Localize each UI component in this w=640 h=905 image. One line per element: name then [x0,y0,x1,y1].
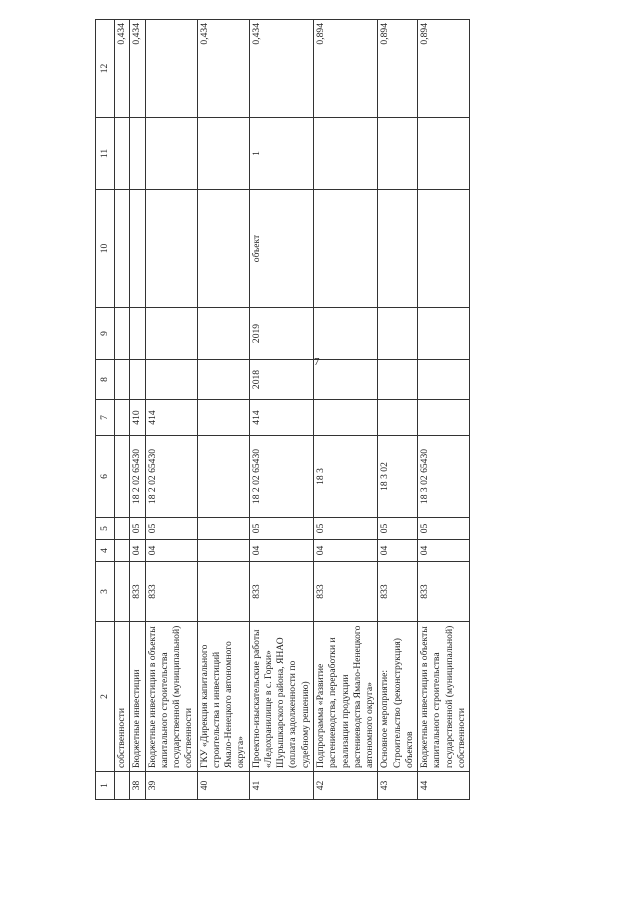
code-5-cell: 05 [378,518,418,540]
table-row [130,20,145,800]
column-header: 8 [96,360,115,400]
code-5-cell: 05 [313,518,377,540]
amount-cell: 0,894 [313,20,377,118]
column-header: 2 [96,622,115,772]
code-3-cell: 833 [313,562,377,622]
quantity-cell [197,118,249,190]
year-end-cell: 2019 [249,308,313,360]
code-4-cell: 04 [145,540,197,562]
code-3-cell: 833 [130,562,145,622]
column-header: 12 [96,20,115,118]
row-name-cell: Подпрограмма «Развитие растениеводства, переработки и реализации продукции растениеводства Ямало-Ненецкого автономного округа» [313,622,377,772]
code-6-cell: 18 3 02 65430 [418,436,470,518]
column-header: 1 [96,772,115,800]
year-start-cell [145,360,197,400]
table-row [378,20,418,800]
code-4-cell: 04 [249,540,313,562]
quantity-cell [313,118,377,190]
code-5-cell: 05 [418,518,470,540]
budget-table [95,19,470,800]
unit-cell [197,190,249,308]
year-end-cell [418,308,470,360]
code-5-cell: 05 [249,518,313,540]
code-4-cell: 04 [378,540,418,562]
year-end-cell [197,308,249,360]
quantity-cell [418,118,470,190]
row-name-cell: Бюджетные инвестиции [130,622,145,772]
amount-cell: 0,434 [197,20,249,118]
code-3-cell: 833 [249,562,313,622]
code-7-cell: 410 [130,400,145,436]
quantity-cell [378,118,418,190]
code-4-cell: 04 [418,540,470,562]
quantity-cell: 1 [249,118,313,190]
unit-cell [130,190,145,308]
code-7-cell [378,400,418,436]
year-start-cell [130,360,145,400]
row-number-cell: 38 [130,772,145,800]
row-number-cell: 40 [197,772,249,800]
unit-cell [313,190,377,308]
code-6-cell: 18 2 02 65430 [249,436,313,518]
code-7-cell [115,400,130,436]
code-7-cell: 414 [145,400,197,436]
table-row [418,20,470,800]
column-header: 9 [96,308,115,360]
amount-cell: 0,894 [418,20,470,118]
year-end-cell [378,308,418,360]
year-start-cell [115,360,130,400]
code-6-cell: 18 2 02 65430 [145,436,197,518]
table-body [115,20,470,800]
column-header: 5 [96,518,115,540]
amount-cell: 0,894 [378,20,418,118]
page-number: 7 [314,356,320,368]
year-start-cell [418,360,470,400]
code-4-cell: 04 [130,540,145,562]
row-name-cell: Основное мероприятие: Строительство (реконструкция) объектов [378,622,418,772]
column-header: 10 [96,190,115,308]
unit-cell [115,190,130,308]
code-7-cell [418,400,470,436]
amount-cell: 0,434 [115,20,130,118]
code-3-cell: 833 [378,562,418,622]
year-start-cell [313,360,377,400]
code-3-cell: 833 [418,562,470,622]
year-end-cell [115,308,130,360]
unit-cell: объект [249,190,313,308]
code-6-cell [197,436,249,518]
unit-cell [418,190,470,308]
code-7-cell [197,400,249,436]
quantity-cell [115,118,130,190]
code-5-cell: 05 [130,518,145,540]
column-header: 3 [96,562,115,622]
year-start-cell [378,360,418,400]
row-number-cell: 44 [418,772,470,800]
code-6-cell [115,436,130,518]
column-header: 7 [96,400,115,436]
year-start-cell [197,360,249,400]
code-6-cell: 18 2 02 65430 [130,436,145,518]
unit-cell [145,190,197,308]
year-end-cell [145,308,197,360]
code-7-cell: 414 [249,400,313,436]
column-header: 6 [96,436,115,518]
code-6-cell: 18 3 02 [378,436,418,518]
code-4-cell [115,540,130,562]
quantity-cell [145,118,197,190]
table-row [249,20,313,800]
row-name-cell: Бюджетные инвестиции в объекты капитального строительства государственной (муниципальной) собственности [418,622,470,772]
code-4-cell [197,540,249,562]
budget-table-rotated [95,20,590,800]
row-name-cell: собственности [115,622,130,772]
row-name-cell: Бюджетные инвестиции в объекты капитального строительства государственной (муниципальной) собственности [145,622,197,772]
code-4-cell: 04 [313,540,377,562]
table-row [313,20,377,800]
row-number-cell: 43 [378,772,418,800]
amount-cell: 0,434 [130,20,145,118]
year-end-cell [130,308,145,360]
code-3-cell [197,562,249,622]
amount-cell [145,20,197,118]
row-number-cell: 42 [313,772,377,800]
header-row [96,20,115,800]
amount-cell: 0,434 [249,20,313,118]
row-name-cell: ГКУ «Дирекция капитального строительства и инвестиций Ямало-Ненецкого автономного округа» [197,622,249,772]
year-start-cell: 2018 [249,360,313,400]
table-row [145,20,197,800]
row-name-cell: Проектно-изыскательские работы «Ледохранилище в с. Горки» Шурышкарского района, ЯНАО (оплата задолженности по судебному решению) [249,622,313,772]
row-number-cell: 41 [249,772,313,800]
code-5-cell [197,518,249,540]
code-3-cell: 833 [145,562,197,622]
code-5-cell: 05 [145,518,197,540]
column-header: 4 [96,540,115,562]
quantity-cell [130,118,145,190]
code-7-cell [313,400,377,436]
code-3-cell [115,562,130,622]
column-header: 11 [96,118,115,190]
code-6-cell: 18 3 [313,436,377,518]
row-number-cell: 39 [145,772,197,800]
year-end-cell [313,308,377,360]
row-number-cell [115,772,130,800]
table-row [197,20,249,800]
table-row [115,20,130,800]
unit-cell [378,190,418,308]
code-5-cell [115,518,130,540]
